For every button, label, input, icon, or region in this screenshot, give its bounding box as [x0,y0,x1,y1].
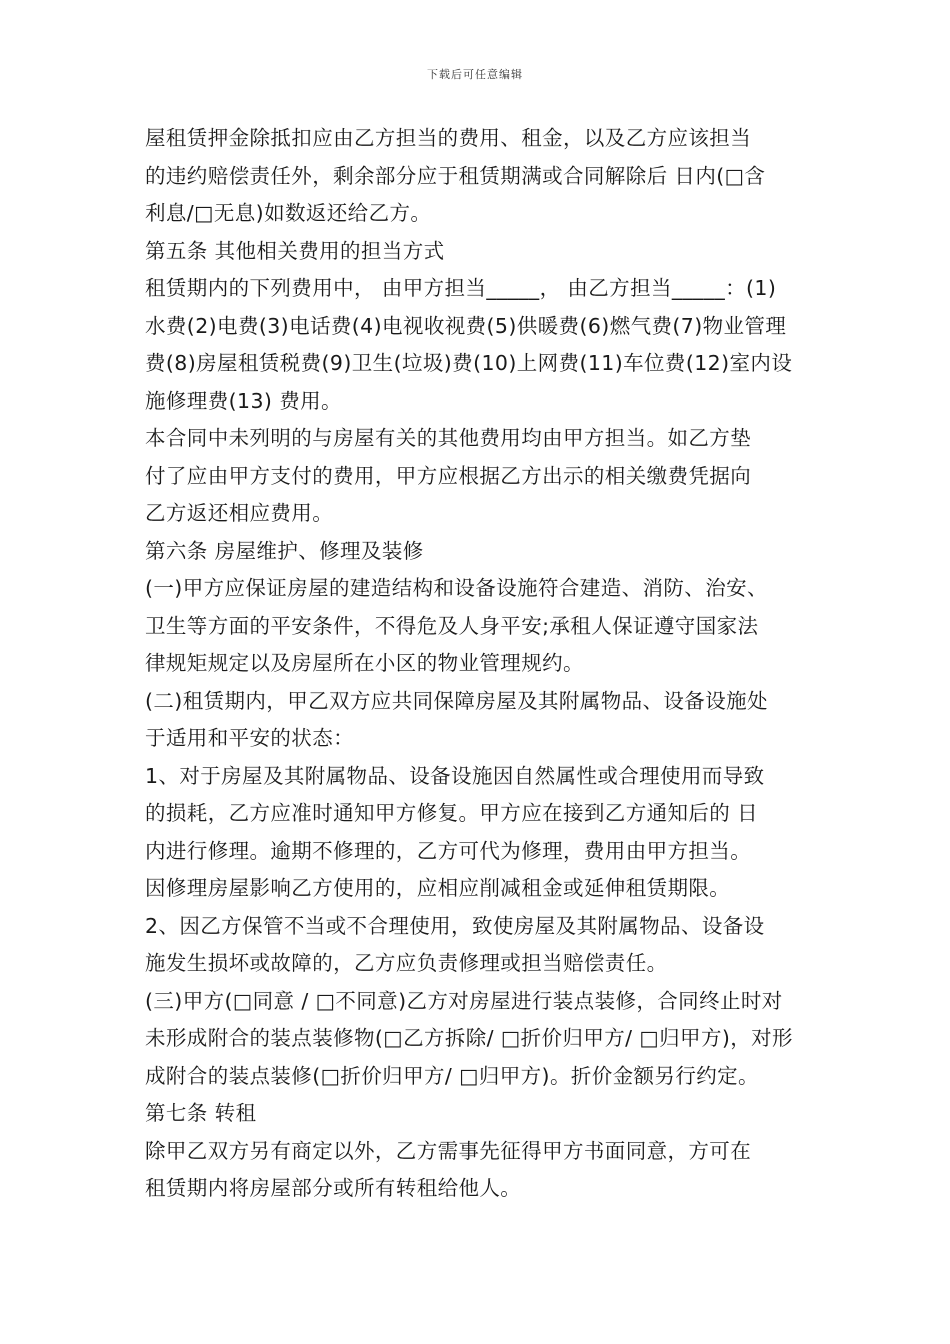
text-line: 律规矩规定以及房屋所在小区的物业管理规约。 [145,651,584,675]
text-line: 成附合的装点装修(□折价归甲方/ □归甲方)。折价金额另行约定。 [145,1063,759,1088]
section-heading: 第六条 房屋维护、修理及装修 [145,538,424,563]
text-line: 租赁期内的下列费用中， 由甲方担当_____， 由乙方担当_____：(1) [145,276,777,300]
text-line: 的违约赔偿责任外，剩余部分应于租赁期满或合同解除后 日内(□含 [145,163,766,188]
text-line: 于适用和平安的状态： [145,726,354,750]
text-line: 租赁期内将房屋部分或所有转租给他人。 [145,1176,522,1200]
text-line: 未形成附合的装点装修物(□乙方拆除/ □折价归甲方/ □归甲方)，对形 [145,1026,793,1050]
document-body [145,120,810,1208]
text-line: (一)甲方应保证房屋的建造结构和设备设施符合建造、消防、治安、 [145,576,768,600]
text-line: 本合同中未列明的与房屋有关的其他费用均由甲方担当。如乙方垫 [145,426,752,450]
text-line: 卫生等方面的平安条件，不得危及人身平安;承租人保证遵守国家法 [145,613,759,638]
section-heading: 第七条 转租 [145,1101,257,1125]
text-line: 屋租赁押金除抵扣应由乙方担当的费用、租金，以及乙方应该担当 [145,126,752,150]
text-line: 利息/□无息)如数返还给乙方。 [145,201,432,225]
section-heading: 第五条 其他相关费用的担当方式 [145,238,445,263]
text-line: 施修理费(13) 费用。 [145,388,342,413]
text-line: 1、对于房屋及其附属物品、设备设施因自然属性或合理使用而导致 [145,763,765,788]
text-line: 2、因乙方保管不当或不合理使用，致使房屋及其附属物品、设备设 [145,913,765,938]
text-line: 施发生损坏或故障的，乙方应负责修理或担当赔偿责任。 [145,951,668,975]
text-line: 的损耗，乙方应准时通知甲方修复。甲方应在接到乙方通知后的 日 [145,801,759,825]
text-line: 水费(2)电费(3)电话费(4)电视收视费(5)供暖费(6)燃气费(7)物业管理 [145,313,787,338]
text-line: 内进行修理。逾期不修理的，乙方可代为修理，费用由甲方担当。 [145,838,752,863]
text-line: (三)甲方(□同意 / □不同意)乙方对房屋进行装点装修，合同终止时对 [145,988,783,1013]
text-line: 除甲乙双方另有商定以外，乙方需事先征得甲方书面同意，方可在 [145,1138,752,1163]
page-header-note: 下载后可任意编辑 [427,68,523,81]
text-line: (二)租赁期内，甲乙双方应共同保障房屋及其附属物品、设备设施处 [145,688,768,713]
text-line: 乙方返还相应费用。 [145,501,334,525]
text-line: 因修理房屋影响乙方使用的，应相应削减租金或延伸租赁期限。 [145,876,731,900]
text-line: 费(8)房屋租赁税费(9)卫生(垃圾)费(10)上网费(11)车位费(12)室内设 [145,351,793,375]
text-line: 付了应由甲方支付的费用，甲方应根据乙方出示的相关缴费凭据向 [145,463,752,488]
